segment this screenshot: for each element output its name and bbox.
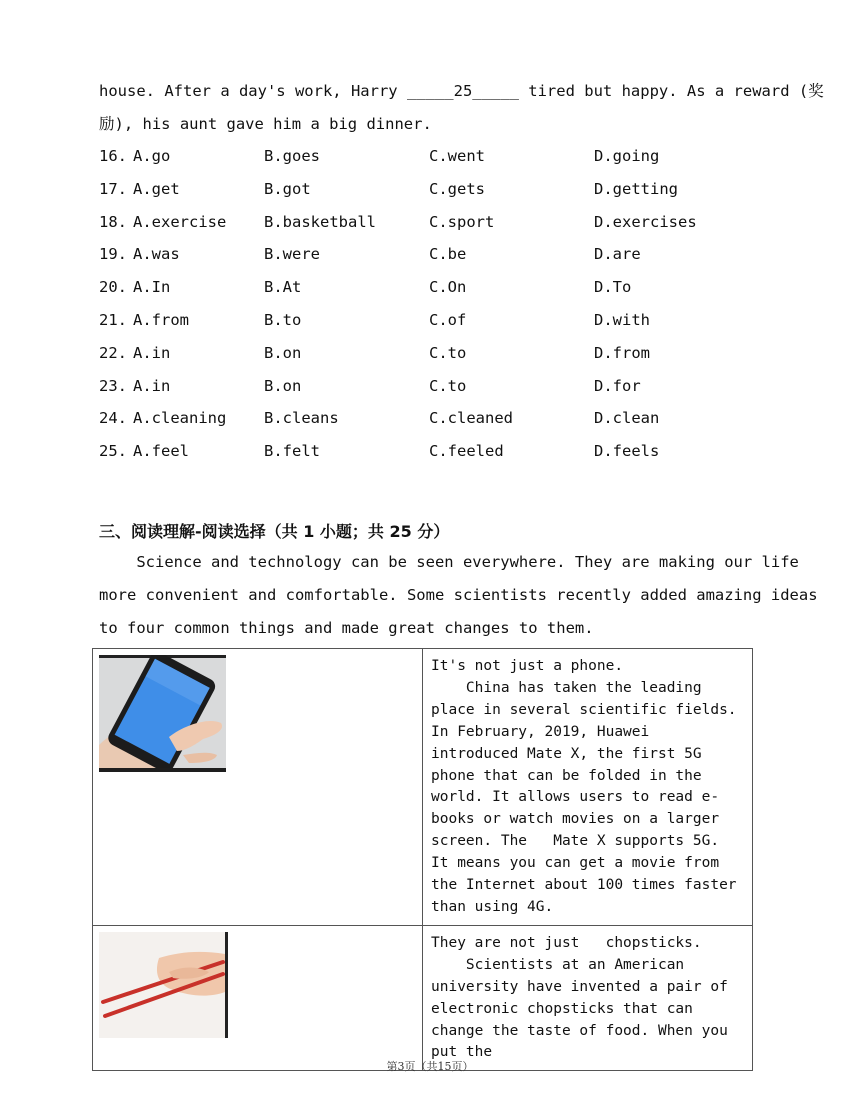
question-number: 16.: [99, 147, 127, 165]
question-number: 20.: [99, 278, 127, 297]
option-b: B.felt: [264, 442, 320, 461]
table-row: [93, 649, 753, 926]
table-row: [93, 925, 753, 1070]
option-d: D.going: [594, 147, 660, 165]
question-row: [99, 344, 759, 364]
question-number: 19.: [99, 245, 127, 264]
chopsticks-description: They are not just chopsticks. Scientists at an American university have invented a pair of electronic chopsticks that can change the taste of food. When you put the: [431, 934, 728, 1061]
phone-image: [99, 655, 226, 772]
option-b: B.to: [264, 311, 302, 329]
question-row: [99, 442, 759, 462]
option-c: C.to: [429, 343, 467, 362]
option-c: C.gets: [429, 179, 485, 198]
option-b: B.on: [264, 343, 302, 362]
question-row: [99, 147, 759, 167]
option-c: C.sport: [429, 212, 495, 231]
passage-line-2: 励), his aunt gave him a big dinner.: [99, 115, 432, 133]
option-b: B.on: [264, 376, 302, 395]
question-row: [99, 377, 759, 397]
image-cell: [93, 649, 423, 926]
option-c: C.feeled: [429, 442, 504, 461]
passage-line-1: house. After a day's work, Harry _____25_____ tired but happy. As a reward (奖: [99, 82, 824, 100]
question-row: [99, 311, 759, 331]
question-number: 21.: [99, 311, 127, 329]
question-number: 18.: [99, 212, 127, 231]
option-a: A.in: [133, 376, 171, 395]
option-c: C.cleaned: [429, 409, 513, 428]
option-d: D.To: [594, 278, 632, 297]
intro-line-2: more convenient and comfortable. Some scientists recently added amazing ideas: [99, 586, 818, 604]
option-d: D.are: [594, 245, 641, 264]
question-number: 24.: [99, 409, 127, 428]
option-b: B.were: [264, 245, 320, 264]
question-number: 23.: [99, 376, 127, 395]
option-b: B.At: [264, 278, 302, 297]
question-row: [99, 180, 759, 200]
option-a: A.from: [133, 311, 189, 329]
option-a: A.exercise: [133, 212, 227, 231]
option-c: C.be: [429, 245, 467, 264]
option-a: A.feel: [133, 442, 189, 461]
option-c: C.On: [429, 278, 467, 297]
option-b: B.goes: [264, 147, 320, 165]
intro-line-3: to four common things and made great changes to them.: [99, 619, 594, 637]
option-d: D.clean: [594, 409, 660, 428]
question-row: [99, 278, 759, 298]
option-a: A.go: [133, 147, 171, 165]
option-d: D.feels: [594, 442, 660, 461]
question-number: 17.: [99, 179, 127, 198]
option-d: D.getting: [594, 179, 678, 198]
option-d: D.from: [594, 343, 650, 362]
intro-line-1: Science and technology can be seen everywhere. They are making our life: [99, 553, 799, 571]
option-a: A.was: [133, 245, 180, 264]
option-b: B.cleans: [264, 409, 339, 428]
question-row: [99, 245, 759, 265]
image-cell: [93, 925, 423, 1070]
question-row: [99, 409, 759, 429]
option-b: B.got: [264, 179, 311, 198]
option-a: A.In: [133, 278, 171, 297]
page-footer: 第3页（共15页）: [386, 1060, 474, 1073]
option-d: D.exercises: [594, 212, 697, 231]
question-number: 22.: [99, 343, 127, 362]
chopsticks-image: [99, 932, 229, 1038]
question-row: [99, 213, 759, 233]
text-cell: [423, 925, 753, 1070]
option-c: C.to: [429, 376, 467, 395]
option-d: D.with: [594, 311, 650, 329]
option-a: A.get: [133, 179, 180, 198]
text-cell: [423, 649, 753, 926]
option-d: D.for: [594, 376, 641, 395]
option-c: C.went: [429, 147, 485, 165]
option-c: C.of: [429, 311, 467, 329]
option-b: B.basketball: [264, 212, 376, 231]
option-a: A.cleaning: [133, 409, 227, 428]
reading-table: [92, 648, 753, 1071]
question-number: 25.: [99, 442, 127, 461]
phone-description: It's not just a phone. China has taken the leading place in several scientific fields. In February, 2019, Huawei introduced Mate X, the first 5G phone that can be folded in the world. It allows users to read e-books or watch movies on a larger screen. The Mate X supports 5G. It means you can get a movie from the Internet about 100 times faster than using 4G.: [431, 658, 737, 915]
option-a: A.in: [133, 343, 171, 362]
section-title: 三、阅读理解-阅读选择（共 1 小题；共 25 分）: [99, 522, 450, 541]
